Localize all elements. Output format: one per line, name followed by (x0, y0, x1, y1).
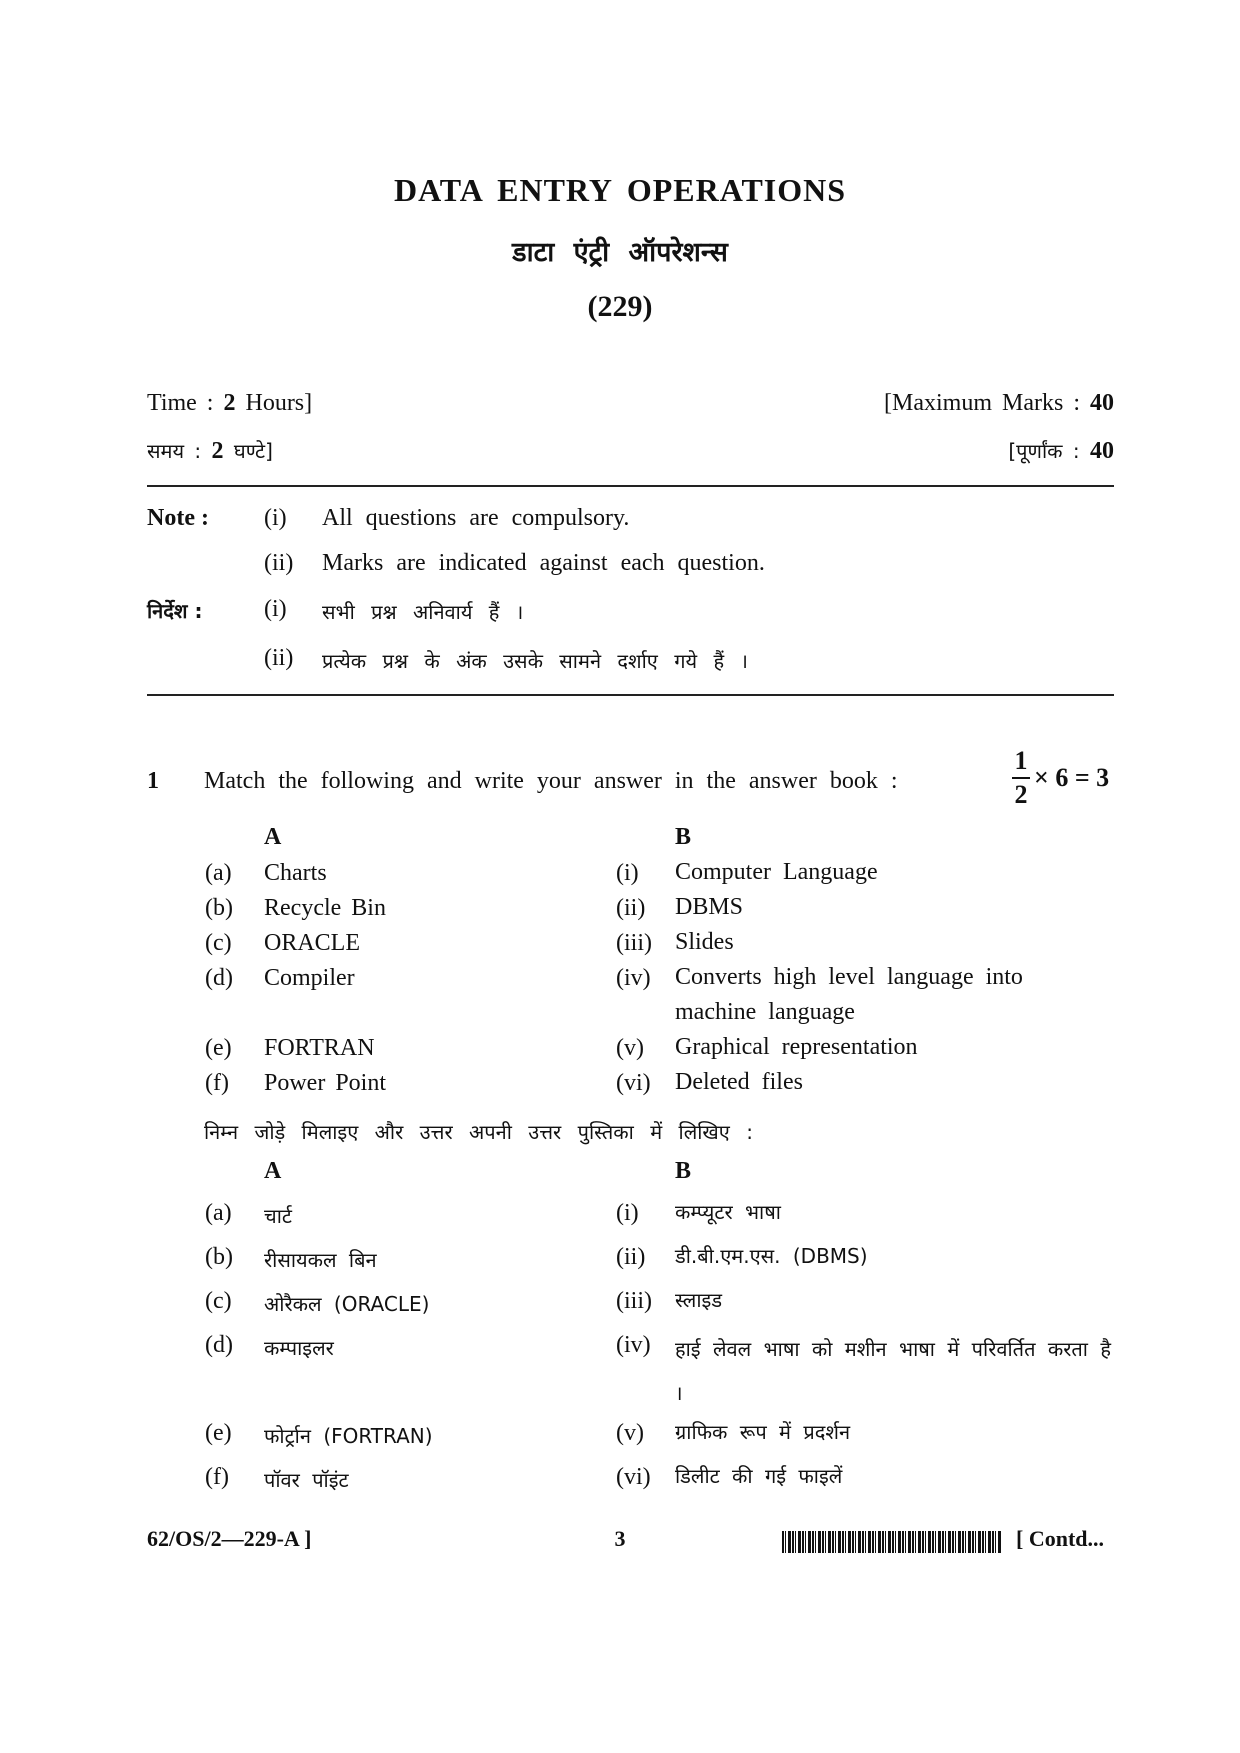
note-label: Note : (147, 505, 209, 531)
time-value-hindi: 2 (211, 438, 224, 464)
marks-rest: × 6 = 3 (1034, 763, 1110, 792)
max-marks-label: [Maximum Marks : (884, 390, 1090, 416)
max-marks-label-hindi: [पूर्णांक : (1008, 439, 1090, 463)
max-marks-hindi (1008, 437, 1114, 465)
fraction-bar (1012, 777, 1030, 779)
pair-a-label-hindi: (f) (205, 1464, 229, 1490)
pair-a-label-hindi: (e) (205, 1420, 232, 1446)
page-number: 3 (614, 1526, 626, 1551)
note-item-text-hindi: प्रत्येक प्रश्न के अंक उसके सामने दर्शाए गये हैं । (322, 649, 748, 673)
note-item-text: All questions are compulsory. (322, 505, 630, 531)
column-a-header: A (264, 824, 282, 850)
time-unit-hindi: घण्टे] (223, 439, 273, 463)
pair-b-label: (vi) (616, 1070, 651, 1096)
marks-denominator: 2 (1014, 780, 1028, 809)
note-item-num: (ii) (264, 550, 294, 576)
pair-a-label-hindi: (a) (205, 1200, 232, 1226)
pair-a-label-hindi: (d) (205, 1332, 233, 1358)
divider-bottom (147, 694, 1114, 696)
note-item-text-hindi: सभी प्रश्न अनिवार्य हैं । (322, 600, 524, 624)
pair-a-label: (d) (205, 965, 233, 991)
note-item-text: Marks are indicated against each question. (322, 550, 765, 576)
pair-a-label: (f) (205, 1070, 229, 1096)
pair-a-text-hindi: रीसायकल बिन (264, 1248, 377, 1272)
continued-label: [ Contd... (1016, 1526, 1105, 1551)
subject-code: (229) (587, 290, 653, 323)
paper-code-footer: 62/OS/2—229-A ] (147, 1526, 312, 1551)
note-item-num-hindi: (i) (264, 596, 287, 622)
pair-b-text-hindi: कम्प्यूटर भाषा (675, 1200, 781, 1224)
paper-title-hindi: डाटा एंट्री ऑपरेशन्स (512, 237, 728, 268)
pair-b-text-hindi: डी.बी.एम.एस. (DBMS) (675, 1244, 868, 1268)
pair-a-text: Power Point (264, 1070, 387, 1096)
max-marks-value: 40 (1090, 390, 1114, 416)
pair-a-label: (a) (205, 860, 232, 886)
note-label-hindi: निर्देश : (147, 599, 203, 623)
column-a-header-hindi: A (264, 1158, 282, 1184)
pair-a-text-hindi: चार्ट (264, 1204, 292, 1228)
question-text-hindi: निम्न जोड़े मिलाइए और उत्तर अपनी उत्तर पुस्तिका में लिखिए : (204, 1120, 753, 1144)
pair-b-label-hindi: (ii) (616, 1244, 646, 1270)
pair-a-label: (b) (205, 895, 233, 921)
time-value: 2 (223, 390, 236, 416)
marks-numerator: 1 (1014, 746, 1028, 775)
pair-b-text: Slides (675, 929, 734, 955)
pair-a-label-hindi: (c) (205, 1288, 232, 1314)
pair-a-text-hindi: फोर्ट्रान (FORTRAN) (264, 1424, 433, 1448)
pair-a-text-hindi: कम्पाइलर (264, 1336, 334, 1360)
pair-a-text-hindi: ओरैकल (ORACLE) (264, 1292, 430, 1316)
pair-b-label-hindi: (i) (616, 1200, 639, 1226)
paper-title: DATA ENTRY OPERATIONS (393, 172, 847, 208)
pair-b-label: (iv) (616, 965, 651, 991)
column-b-header: B (675, 824, 692, 850)
max-marks (884, 390, 1114, 417)
pair-a-label-hindi: (b) (205, 1244, 233, 1270)
note-item-num-hindi: (ii) (264, 645, 294, 671)
pair-b-label-hindi: (vi) (616, 1464, 651, 1490)
pair-b-label: (ii) (616, 895, 646, 921)
pair-b-label: (v) (616, 1035, 644, 1061)
pair-b-text: DBMS (675, 894, 744, 920)
pair-a-text: Recycle Bin (264, 895, 386, 921)
pair-b-label: (iii) (616, 930, 652, 956)
pair-a-label: (c) (205, 930, 232, 956)
time-marks-row-hindi (147, 437, 1114, 465)
pair-b-label: (i) (616, 860, 639, 886)
barcode-icon (782, 1531, 1002, 1553)
pair-a-text-hindi: पॉवर पॉइंट (264, 1468, 349, 1492)
question-marks (1012, 748, 1109, 808)
question-text: Match the following and write your answer in the answer book : (204, 768, 898, 794)
pair-a-text: ORACLE (264, 930, 360, 956)
pair-b-text-hindi: डिलीट की गई फाइलें (675, 1464, 843, 1488)
time-label: Time : (147, 390, 224, 416)
pair-b-label-hindi: (iii) (616, 1288, 652, 1314)
pair-b-text: Graphical representation (675, 1034, 918, 1060)
question-number: 1 (147, 768, 159, 794)
max-marks-value-hindi: 40 (1090, 438, 1114, 464)
pair-b-text-hindi: स्लाइड (675, 1288, 723, 1312)
pair-b-text: Deleted files (675, 1069, 803, 1095)
pair-a-label: (e) (205, 1035, 232, 1061)
note-item-num: (i) (264, 505, 287, 531)
pair-b-text-hindi: ग्राफिक रूप में प्रदर्शन (675, 1420, 851, 1444)
pair-a-text: FORTRAN (264, 1035, 375, 1061)
divider-top (147, 485, 1114, 487)
pair-b-text-hindi: हाई लेवल भाषा को मशीन भाषा में परिवर्तित करता है । (675, 1337, 1111, 1405)
pair-a-text: Charts (264, 860, 327, 886)
marks-fraction (1012, 748, 1030, 808)
time-unit: Hours] (235, 390, 313, 416)
column-b-header-hindi: B (675, 1158, 692, 1184)
time-marks-row (147, 390, 1114, 417)
pair-a-text: Compiler (264, 965, 355, 991)
pair-b-label-hindi: (v) (616, 1420, 644, 1446)
time-label-hindi: समय : (147, 439, 212, 463)
pair-b-label-hindi: (iv) (616, 1332, 651, 1358)
pair-b-text: Computer Language (675, 859, 878, 885)
pair-b-text: Converts high level language into machine language (675, 964, 1023, 1025)
